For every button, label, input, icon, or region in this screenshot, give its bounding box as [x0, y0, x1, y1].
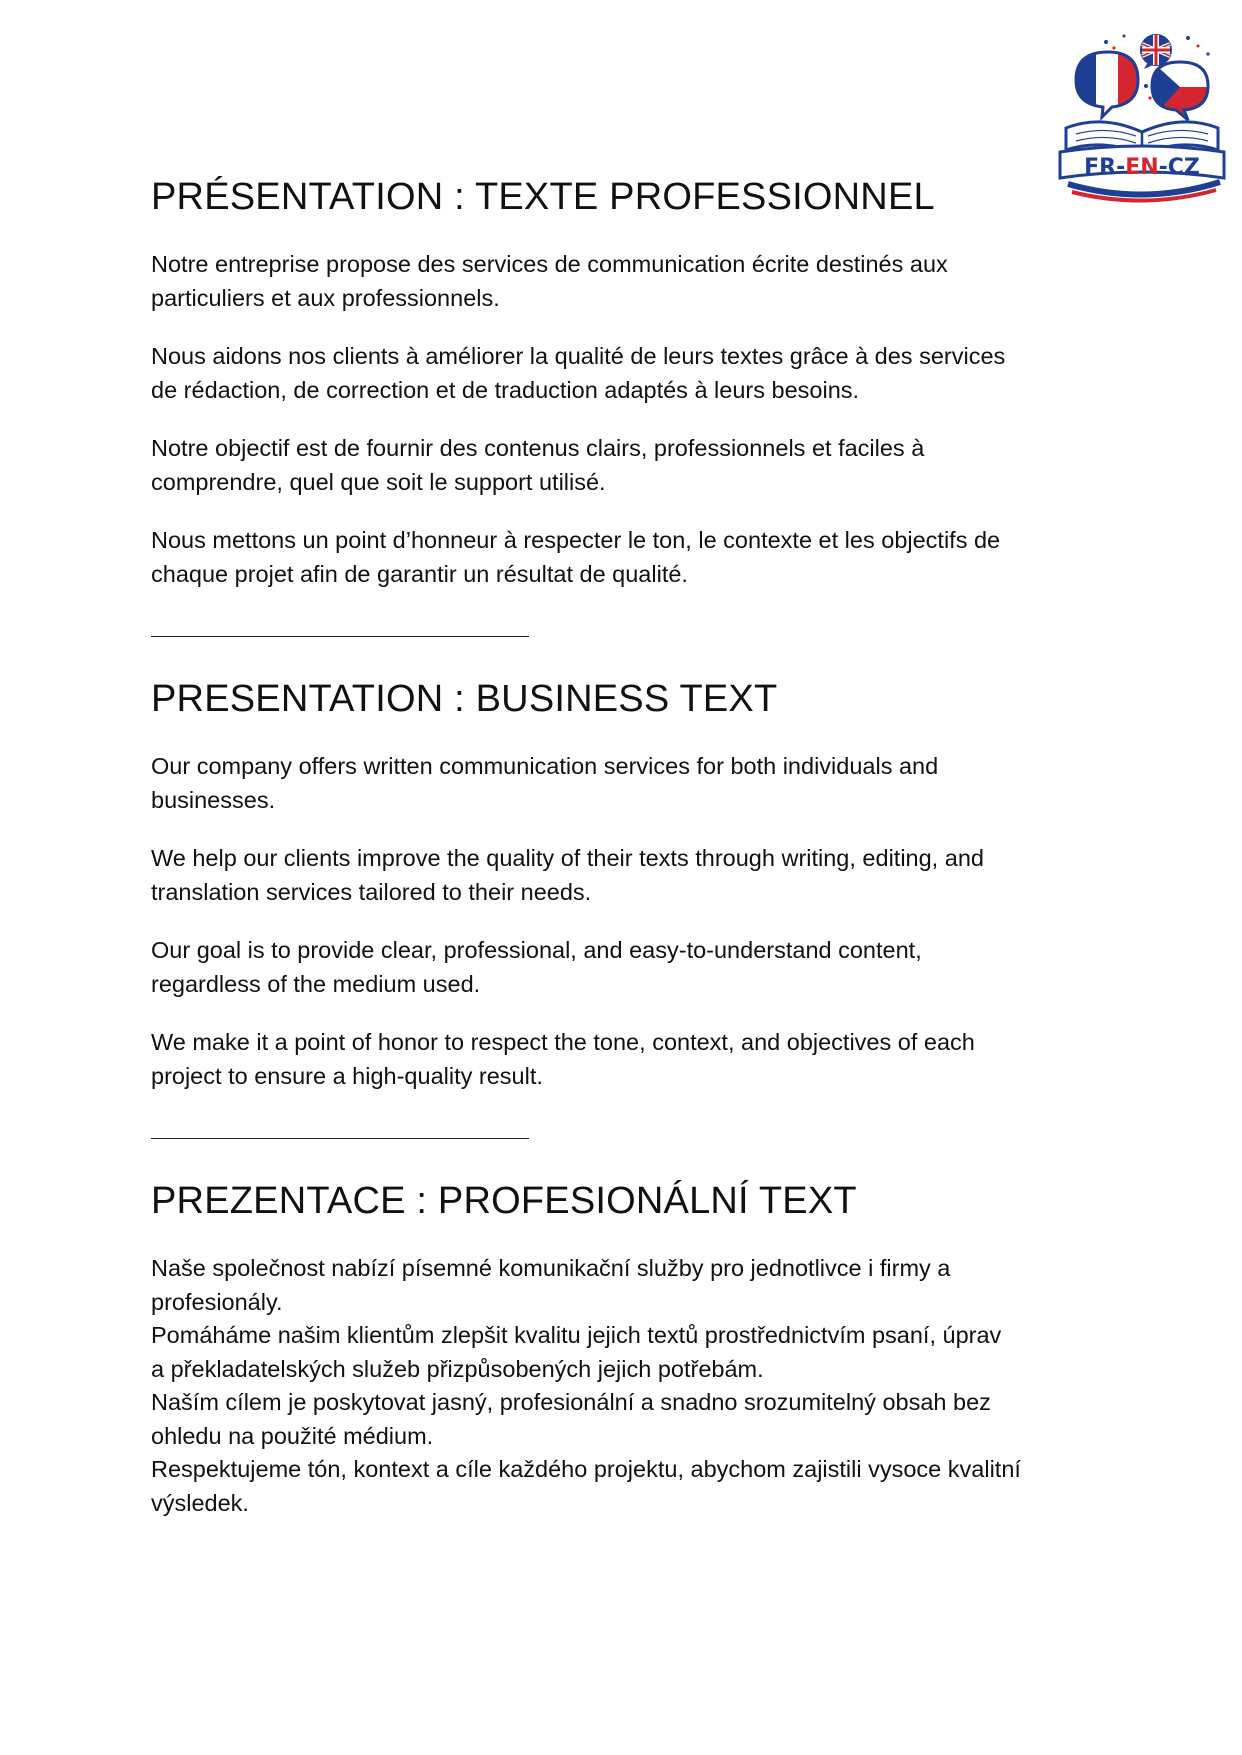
- section-title: PRESENTATION : BUSINESS TEXT: [151, 678, 778, 720]
- paragraph: Notre entreprise propose des services de communication écrite destinés aux particuliers et aux professionnels.: [151, 251, 948, 311]
- section-czech: [151, 1179, 1111, 1516]
- paragraph: Naším cílem je poskytovat jasný, profesionální a snadno srozumitelný obsah bez ohledu na použité médium.: [151, 1389, 991, 1449]
- logo-text: FR-EN-CZ: [1084, 155, 1200, 180]
- paragraph: Our company offers written communication services for both individuals and businesses.: [151, 753, 939, 813]
- paragraph: Respektujeme tón, kontext a cíle každého projektu, abychom zajistili vysoce kvalitní výsledek.: [151, 1456, 1021, 1516]
- paragraph: We help our clients improve the quality of their texts through writing, editing, and translation services tailored to their needs.: [151, 845, 984, 905]
- section-divider: [151, 1138, 529, 1139]
- french-flag-bubble-icon: [1074, 48, 1140, 120]
- section-french: [151, 175, 1111, 587]
- paragraph: Nous aidons nos clients à améliorer la qualité de leurs textes grâce à des services de rédaction, de correction et de traduction adaptés à leurs besoins.: [151, 343, 1006, 403]
- paragraph: Naše společnost nabízí písemné komunikační služby pro jednotlivce i firmy a profesionály.: [151, 1255, 951, 1315]
- section-divider: [151, 636, 529, 637]
- section-title: PREZENTACE : PROFESIONÁLNÍ TEXT: [151, 1180, 857, 1222]
- czech-flag-bubble-icon: [1148, 58, 1212, 123]
- section-english: [151, 677, 1111, 1089]
- paragraph: Nous mettons un point d’honneur à respecter le ton, le contexte et les objectifs de chaque projet afin de garantir un résultat de qualité.: [151, 527, 1001, 587]
- paragraph: We make it a point of honor to respect the tone, context, and objectives of each project to ensure a high-quality result.: [151, 1029, 975, 1089]
- section-title: PRÉSENTATION : TEXTE PROFESSIONNEL: [151, 176, 935, 218]
- paragraph: Our goal is to provide clear, professional, and easy-to-understand content, regardless of the medium used.: [151, 937, 922, 997]
- paragraph: Notre objectif est de fournir des contenus clairs, professionnels et faciles à comprendre, quel que soit le support utilisé.: [151, 435, 925, 495]
- paragraph: Pomáháme našim klientům zlepšit kvalitu jejich textů prostřednictvím psaní, úprav a překladatelských služeb přizpůsobených jejich potřebám.: [151, 1322, 1002, 1382]
